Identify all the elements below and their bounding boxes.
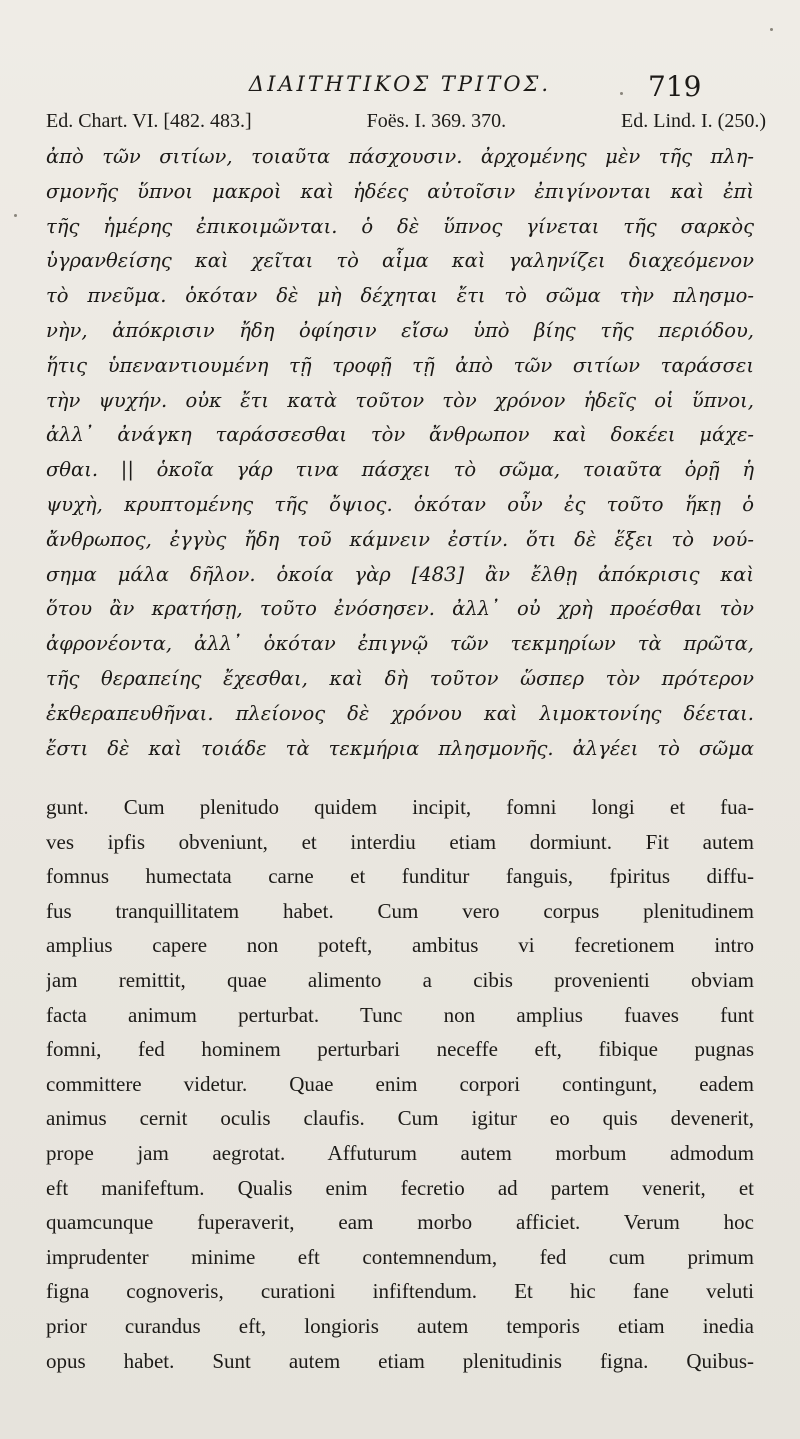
greek-line: τῆς ἡμέρης ἐπικοιμῶνται. ὁ δὲ ὕπνος γίνεται τῆς σαρκὸς bbox=[46, 214, 754, 238]
greek-line: ἀπὸ τῶν σιτίων, τοιαῦτα πάσχουσιν. ἀρχομένης μὲν τῆς πλη- bbox=[46, 145, 754, 168]
greek-line: ἥτις ὑπεναντιουμένη τῇ τροφῇ τῇ ἀπὸ τῶν σιτίων ταράσσει bbox=[46, 353, 754, 377]
greek-line: σμονῆς ὕπνοι μακροὶ καὶ ἡδέες αὐτοῖσιν ἐπιγίνονται καὶ ἐπὶ bbox=[46, 179, 754, 203]
greek-line: ψυχὴ, κρυπτομένης τῆς ὄψιος. ὁκόταν οὖν ἐς τοῦτο ἥκῃ ὁ bbox=[46, 492, 754, 516]
latin-line: gunt. Cum plenitudo quidem incipit, fomni longi et fua- bbox=[46, 795, 754, 819]
latin-line: committere videtur. Quae enim corpori contingunt, eadem bbox=[46, 1071, 754, 1096]
greek-line: σθαι. || ὁκοῖα γάρ τινα πάσχει τὸ σῶμα, τοιαῦτα ὁρῇ ἡ bbox=[46, 458, 754, 482]
linden-edition-ref: Ed. Lind. I. (250.) bbox=[621, 110, 766, 132]
latin-translation-block bbox=[46, 790, 754, 1378]
latin-line: eft manifeftum. Qualis enim fecretio ad partem venerit, et bbox=[46, 1175, 754, 1200]
greek-line: ἀλλ᾽ ἀνάγκη ταράσσεσθαι τὸν ἄνθρωπον καὶ δοκέει μάχε- bbox=[46, 423, 754, 447]
latin-line: animus cernit oculis claufis. Cum igitur eo quis devenerit, bbox=[46, 1106, 754, 1131]
latin-line: figna cognoveris, curationi infiftendum. Et hic fane veluti bbox=[46, 1279, 754, 1304]
latin-line: ves ipfis obveniunt, et interdiu etiam dormiunt. Fit autem bbox=[46, 829, 754, 854]
edition-reference-line bbox=[46, 110, 766, 133]
greek-line: τῆς θεραπείης ἔχεσθαι, καὶ δὴ τοῦτον ὥσπερ τὸν πρότερον bbox=[46, 666, 754, 690]
greek-line: ὑγρανθείσης καὶ χεῖται τὸ αἷμα καὶ γαληνίζει διαχεόμενον bbox=[46, 249, 754, 273]
paper-spot bbox=[770, 28, 773, 31]
greek-line: τὴν ψυχήν. οὐκ ἔτι κατὰ τοῦτον τὸν χρόνον ἡδεῖς οἱ ὕπνοι, bbox=[46, 388, 754, 412]
latin-line: jam remittit, quae alimento a cibis provenienti obviam bbox=[46, 967, 754, 992]
latin-line: quamcunque fuperaverit, eam morbo afficiet. Verum hoc bbox=[46, 1210, 754, 1235]
greek-line: ὅτου ἂν κρατήσῃ, τοῦτο ἐνόσησεν. ἀλλ᾽ οὐ χρὴ προέσθαι τὸν bbox=[46, 597, 754, 621]
latin-line: fus tranquillitatem habet. Cum vero corpus plenitudinem bbox=[46, 898, 754, 923]
greek-line: ἐκθεραπευθῆναι. πλείονος δὲ χρόνου καὶ λιμοκτονίης δέεται. bbox=[46, 701, 754, 725]
latin-line: prope jam aegrotat. Affuturum autem morbum admodum bbox=[46, 1140, 754, 1165]
greek-line: ἄνθρωπος, ἐγγὺς ἤδη τοῦ κάμνειν ἐστίν. ὅτι δὲ ἕξει τὸ νού- bbox=[46, 527, 754, 551]
greek-line: ἔστι δὲ καὶ τοιάδε τὰ τεκμήρια πλησμονῆς. ἀλγέει τὸ σῶμα bbox=[46, 736, 754, 760]
latin-line: prior curandus eft, longioris autem temporis etiam inedia bbox=[46, 1313, 754, 1338]
latin-line: fomnus humectata carne et funditur fanguis, fpiritus diffu- bbox=[46, 864, 754, 889]
greek-line: τὸ πνεῦμα. ὁκόταν δὲ μὴ δέχηται ἔτι τὸ σῶμα τὴν πλησμο- bbox=[46, 284, 754, 308]
foes-edition-ref: Foës. I. 369. 370. bbox=[366, 110, 507, 132]
greek-text-block bbox=[46, 140, 754, 766]
latin-line: opus habet. Sunt autem etiam plenitudinis figna. Quibus- bbox=[46, 1348, 754, 1373]
greek-line: ἀφρονέοντα, ἀλλ᾽ ὁκόταν ἐπιγνῷ τῶν τεκμηρίων τὰ πρῶτα, bbox=[46, 632, 754, 656]
page-number: 719 bbox=[648, 70, 702, 103]
paper-spot bbox=[14, 214, 17, 217]
latin-line: fomni, fed hominem perturbari neceffe eft, fibique pugnas bbox=[46, 1037, 754, 1062]
greek-line: σημα μάλα δῆλον. ὁκοία γὰρ [483] ἂν ἔλθῃ ἀπόκρισις καὶ bbox=[46, 562, 754, 586]
greek-line: νὴν, ἀπόκρισιν ἤδη ὀφίησιν εἴσω ὑπὸ βίης τῆς περιόδου, bbox=[46, 318, 754, 342]
latin-line: facta animum perturbat. Tunc non amplius fuaves funt bbox=[46, 1002, 754, 1027]
paper-spot bbox=[620, 92, 623, 95]
latin-line: imprudenter minime eft contemnendum, fed cum primum bbox=[46, 1244, 754, 1269]
running-head: ΔΙΑΙΤΗΤΙΚΟΣ ΤΡΙΤΟΣ. bbox=[248, 72, 552, 96]
latin-line: amplius capere non poteft, ambitus vi fecretionem intro bbox=[46, 933, 754, 958]
chartier-edition-ref: Ed. Chart. VI. [482. 483.] bbox=[46, 110, 252, 132]
